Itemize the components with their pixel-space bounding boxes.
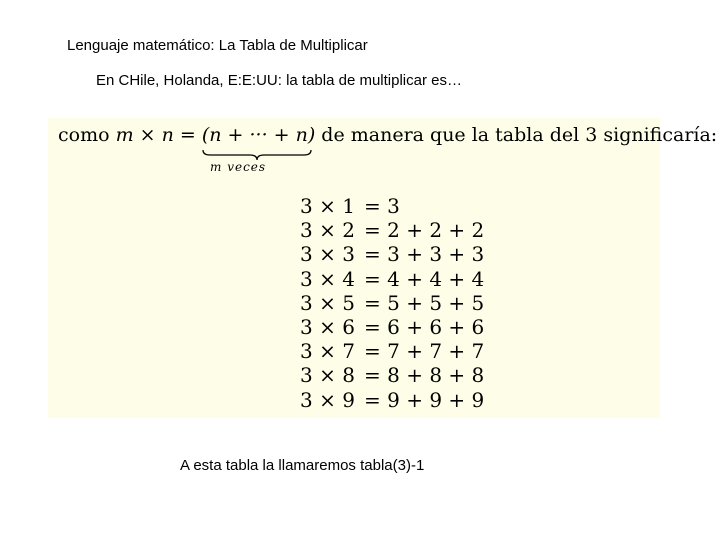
- row-rhs: = 5 + 5 + 5: [364, 290, 485, 315]
- under-label: m veces: [210, 160, 267, 174]
- row-rhs: = 7 + 7 + 7: [364, 339, 485, 364]
- math-intro: [58, 124, 717, 146]
- bracket-group: [202, 124, 315, 146]
- table-row: [300, 339, 484, 363]
- row-lhs: 3 × 6: [300, 315, 355, 340]
- row-lhs: 3 × 2: [300, 218, 355, 243]
- table-row: [300, 363, 484, 387]
- table-row: [300, 315, 484, 339]
- row-rhs: = 9 + 9 + 9: [364, 387, 485, 412]
- row-rhs: = 6 + 6 + 6: [364, 315, 485, 340]
- table-row: [300, 388, 484, 412]
- table-row: [300, 218, 484, 242]
- row-rhs: = 3: [364, 194, 400, 218]
- math-image: [48, 118, 718, 418]
- table-row: [300, 267, 484, 291]
- row-rhs: = 2 + 2 + 2: [364, 218, 485, 243]
- multiplication-table: [300, 194, 484, 412]
- row-lhs: 3 × 1: [300, 194, 355, 218]
- row-lhs: 3 × 7: [300, 339, 355, 364]
- row-lhs: 3 × 9: [300, 387, 355, 412]
- row-lhs: 3 × 5: [300, 290, 355, 315]
- slide-subtitle: En CHile, Holanda, E:E:UU: la tabla de multiplicar es…: [96, 72, 462, 89]
- row-lhs: 3 × 8: [300, 363, 355, 388]
- intro-bracket: (n + ··· + n): [201, 124, 316, 146]
- slide-caption: A esta tabla la llamaremos tabla(3)-1: [180, 457, 425, 474]
- slide-title: Lenguaje matemático: La Tabla de Multiplicar: [67, 37, 368, 54]
- intro-suffix: de manera que la tabla del 3 significaría:: [315, 124, 718, 146]
- row-rhs: = 4 + 4 + 4: [364, 266, 485, 291]
- intro-expression: m × n =: [115, 124, 202, 146]
- row-lhs: 3 × 3: [300, 242, 355, 267]
- table-row: [300, 291, 484, 315]
- table-row: [300, 242, 484, 266]
- intro-prefix: como: [58, 124, 116, 146]
- table-row: [300, 194, 484, 218]
- row-rhs: = 3 + 3 + 3: [364, 242, 485, 267]
- row-lhs: 3 × 4: [300, 266, 355, 291]
- row-rhs: = 8 + 8 + 8: [364, 363, 485, 388]
